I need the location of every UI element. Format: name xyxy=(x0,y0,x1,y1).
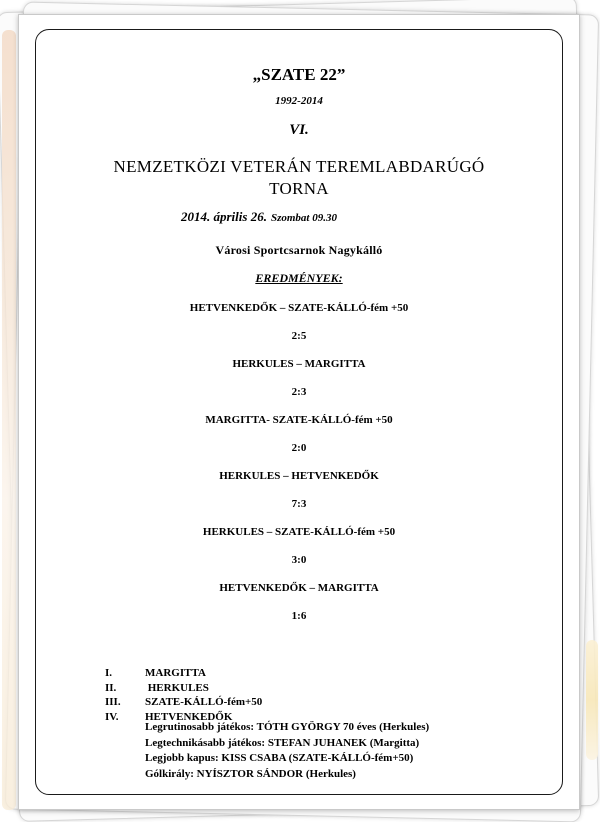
match-line: MARGITTA- SZATE-KÁLLÓ-fém +50 xyxy=(205,414,393,426)
event-venue: Városi Sportcsarnok Nagykálló xyxy=(215,243,383,257)
tournament-heading-line1: NEMZETKÖZI VETERÁN TEREMLABDARÚGÓ xyxy=(113,157,485,176)
award-line: Legjobb kapus: KISS CSABA (SZATE-KÁLLÓ-fém+50) xyxy=(145,752,414,764)
award-line: Legtechnikásabb játékos: STEFAN JUHANEK (Margitta) xyxy=(145,736,420,749)
award-line: Gólkirály: NYÍSZTOR SÁNDOR (Herkules) xyxy=(145,767,356,780)
document-title: „SZATE 22” xyxy=(252,65,346,84)
background-photo-edge-right xyxy=(586,640,598,760)
standing-team: HETVENKEDŐK xyxy=(145,710,233,723)
match-line: HERKULES – MARGITTA xyxy=(232,358,366,370)
standing-row xyxy=(105,666,262,681)
match-score: 2:5 xyxy=(291,330,307,342)
standing-team: HERKULES xyxy=(145,681,209,694)
award-line: Legrutinosabb játékos: TÓTH GYÖRGY 70 éves (Herkules) xyxy=(145,721,430,733)
standing-row xyxy=(105,681,262,696)
tournament-heading-line2: TORNA xyxy=(269,179,329,198)
background-photo-edge-left xyxy=(2,30,16,810)
standing-team: SZATE-KÁLLÓ-fém+50 xyxy=(145,696,263,708)
standing-place: III. xyxy=(105,696,121,708)
standing-place: II. xyxy=(105,681,117,694)
match-line: HETVENKEDŐK – MARGITTA xyxy=(219,582,379,594)
event-date-main: 2014. április 26. xyxy=(181,209,267,224)
match-score: 1:6 xyxy=(291,610,307,622)
document-page xyxy=(18,14,580,810)
match-score: 7:3 xyxy=(291,498,307,510)
match-line: HERKULES – SZATE-KÁLLÓ-fém +50 xyxy=(202,526,396,538)
edition-number: VI. xyxy=(289,122,309,138)
match-line: HETVENKEDŐK – SZATE-KÁLLÓ-fém +50 xyxy=(189,302,409,314)
match-score: 2:0 xyxy=(291,442,307,454)
results-heading: EREDMÉNYEK: xyxy=(255,271,343,285)
event-date-detail: Szombat 09.30 xyxy=(270,212,337,224)
match-line: HERKULES – HETVENKEDŐK xyxy=(219,470,379,482)
individual-awards xyxy=(145,720,429,782)
match-score: 3:0 xyxy=(291,554,307,566)
standing-place: IV. xyxy=(105,710,119,723)
standing-team: MARGITTA xyxy=(145,667,206,679)
standing-place: I. xyxy=(105,667,113,679)
final-standings xyxy=(105,666,262,724)
standing-row xyxy=(105,695,262,710)
years-subtitle: 1992-2014 xyxy=(275,95,323,107)
match-score: 2:3 xyxy=(291,386,307,398)
tournament-heading xyxy=(19,156,579,200)
event-date xyxy=(181,209,337,225)
